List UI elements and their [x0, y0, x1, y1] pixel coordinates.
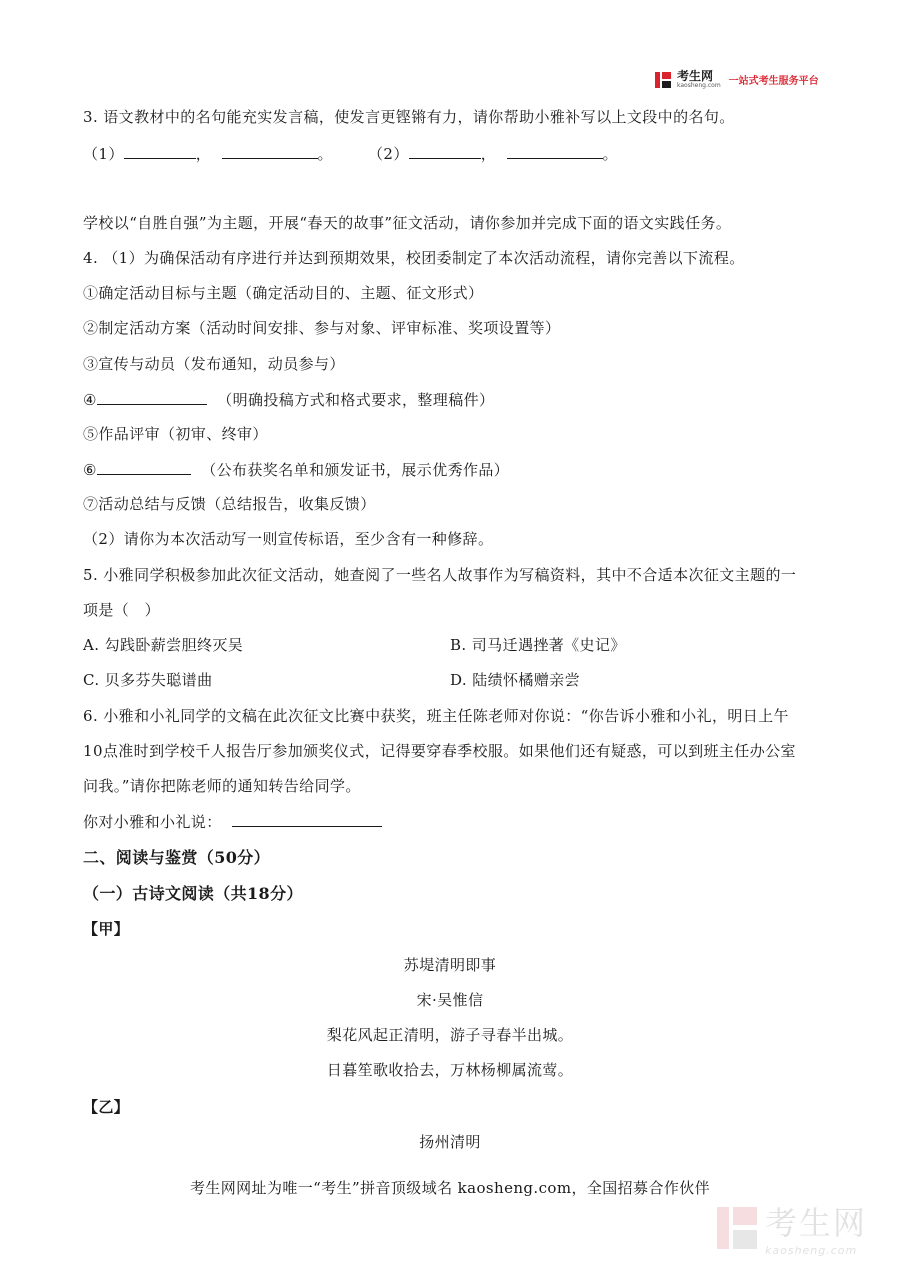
poem2-title: 扬州清明 [419, 1133, 481, 1151]
poem1-line2: 日暮笙歌收拾去，万林杨柳属流莺。 [326, 1061, 574, 1079]
poem1-title: 苏堤清明即事 [403, 956, 497, 974]
q4-part2: （2）请你为本次活动写一则宣传标语，至少含有一种修辞。 [83, 530, 494, 548]
q4-step5: ⑤作品评审（初审、终审） [83, 425, 268, 443]
q3-blanks-2 [368, 143, 618, 164]
q5-option-b: B. 司马迁遇挫著《史记》 [450, 636, 626, 654]
q4-stem: 4. （1）为确保活动有序进行并达到预期效果，校团委制定了本次活动流程，请你完善以下流程。 [83, 249, 745, 267]
q5-stem-line2: 项是（ ） [83, 601, 161, 619]
q4-step3: ③宣传与动员（发布通知，动员参与） [83, 355, 345, 373]
label-jia: 【甲】 [83, 920, 130, 938]
q6-answer [83, 811, 382, 832]
q4-step2: ②制定活动方案（活动时间安排、参与对象、评审标准、奖项设置等） [83, 319, 561, 337]
q4-step4-note: （明确投稿方式和格式要求，整理稿件） [217, 391, 495, 409]
q4-step1: ①确定活动目标与主题（确定活动目的、主题、征文形式） [83, 284, 484, 302]
q3-blank1a [124, 143, 196, 159]
watermark-domain: kaosheng.com [765, 1244, 858, 1257]
q4-step6-blank [97, 459, 191, 475]
kaosheng-logo-icon [655, 71, 671, 89]
q6-answer-prefix: 你对小雅和小礼说： [83, 813, 222, 831]
q4-step7: ⑦活动总结与反馈（总结报告，收集反馈） [83, 495, 376, 513]
watermark-name: 考生网 [765, 1204, 868, 1242]
q5-option-c: C. 贝多芬失聪谱曲 [83, 671, 213, 689]
section2-title: 二、阅读与鉴赏（50分） [83, 848, 271, 867]
section2-sub1: （一）古诗文阅读（共18分） [83, 884, 303, 903]
q4-step4-blank [97, 389, 207, 405]
q4-step6 [83, 459, 509, 480]
q3-comma1: ， [195, 145, 212, 163]
q6-line3: 问我。”请你把陈老师的通知转告给同学。 [83, 777, 361, 795]
q6-answer-blank [232, 811, 382, 827]
q3-blank2b [507, 143, 603, 159]
watermark [717, 1198, 867, 1257]
q4-step6-note: （公布获奖名单和颁发证书，展示优秀作品） [201, 461, 510, 479]
q3-period1: 。 [317, 145, 333, 163]
logo-slogan: 一站式考生服务平台 [728, 76, 819, 87]
logo-domain: kaosheng.com [677, 82, 721, 89]
q4-step6-num: ⑥ [83, 461, 97, 479]
q5-option-a: A. 勾践卧薪尝胆终灭吴 [83, 636, 244, 654]
q5-stem-line1: 5. 小雅同学积极参加此次征文活动，她查阅了一些名人故事作为写稿资料，其中不合适本次征文主题的一 [83, 566, 797, 584]
q4-step4 [83, 389, 494, 410]
intro-text: 学校以“自胜自强”为主题，开展“春天的故事”征文活动，请你参加并完成下面的语文实践任务。 [83, 214, 732, 232]
q3-blanks [83, 143, 333, 164]
poem1-author: 宋·吴惟信 [416, 991, 484, 1009]
q3-blank1-prefix: （1） [83, 145, 124, 163]
q3-blank2-prefix: （2） [368, 145, 409, 163]
logo-name: 考生网 [677, 69, 714, 83]
q3-comma2: ， [480, 145, 497, 163]
kaosheng-watermark-icon [717, 1205, 757, 1251]
footer-text: 考生网网址为唯一“考生”拼音顶级域名 kaosheng.com，全国招募合作伙伴 [189, 1179, 711, 1197]
q3-stem: 3. 语文教材中的名句能充实发言稿，使发言更铿锵有力，请你帮助小雅补写以上文段中的名句。 [83, 108, 735, 126]
poem1-line1: 梨花风起正清明，游子寻春半出城。 [326, 1026, 574, 1044]
q3-blank2a [409, 143, 481, 159]
q6-line2: 10点准时到学校千人报告厅参加颁奖仪式，记得要穿春季校服。如果他们还有疑惑，可以到班主任办公室 [83, 742, 796, 760]
q3-blank1b [222, 143, 318, 159]
header-logo [655, 70, 819, 89]
q3-period2: 。 [602, 145, 618, 163]
q5-option-d: D. 陆绩怀橘赠亲尝 [450, 671, 581, 689]
label-yi: 【乙】 [83, 1098, 130, 1116]
q4-step4-num: ④ [83, 391, 97, 409]
q6-line1: 6. 小雅和小礼同学的文稿在此次征文比赛中获奖，班主任陈老师对你说：“你告诉小雅和小礼，明日上午 [83, 707, 789, 725]
